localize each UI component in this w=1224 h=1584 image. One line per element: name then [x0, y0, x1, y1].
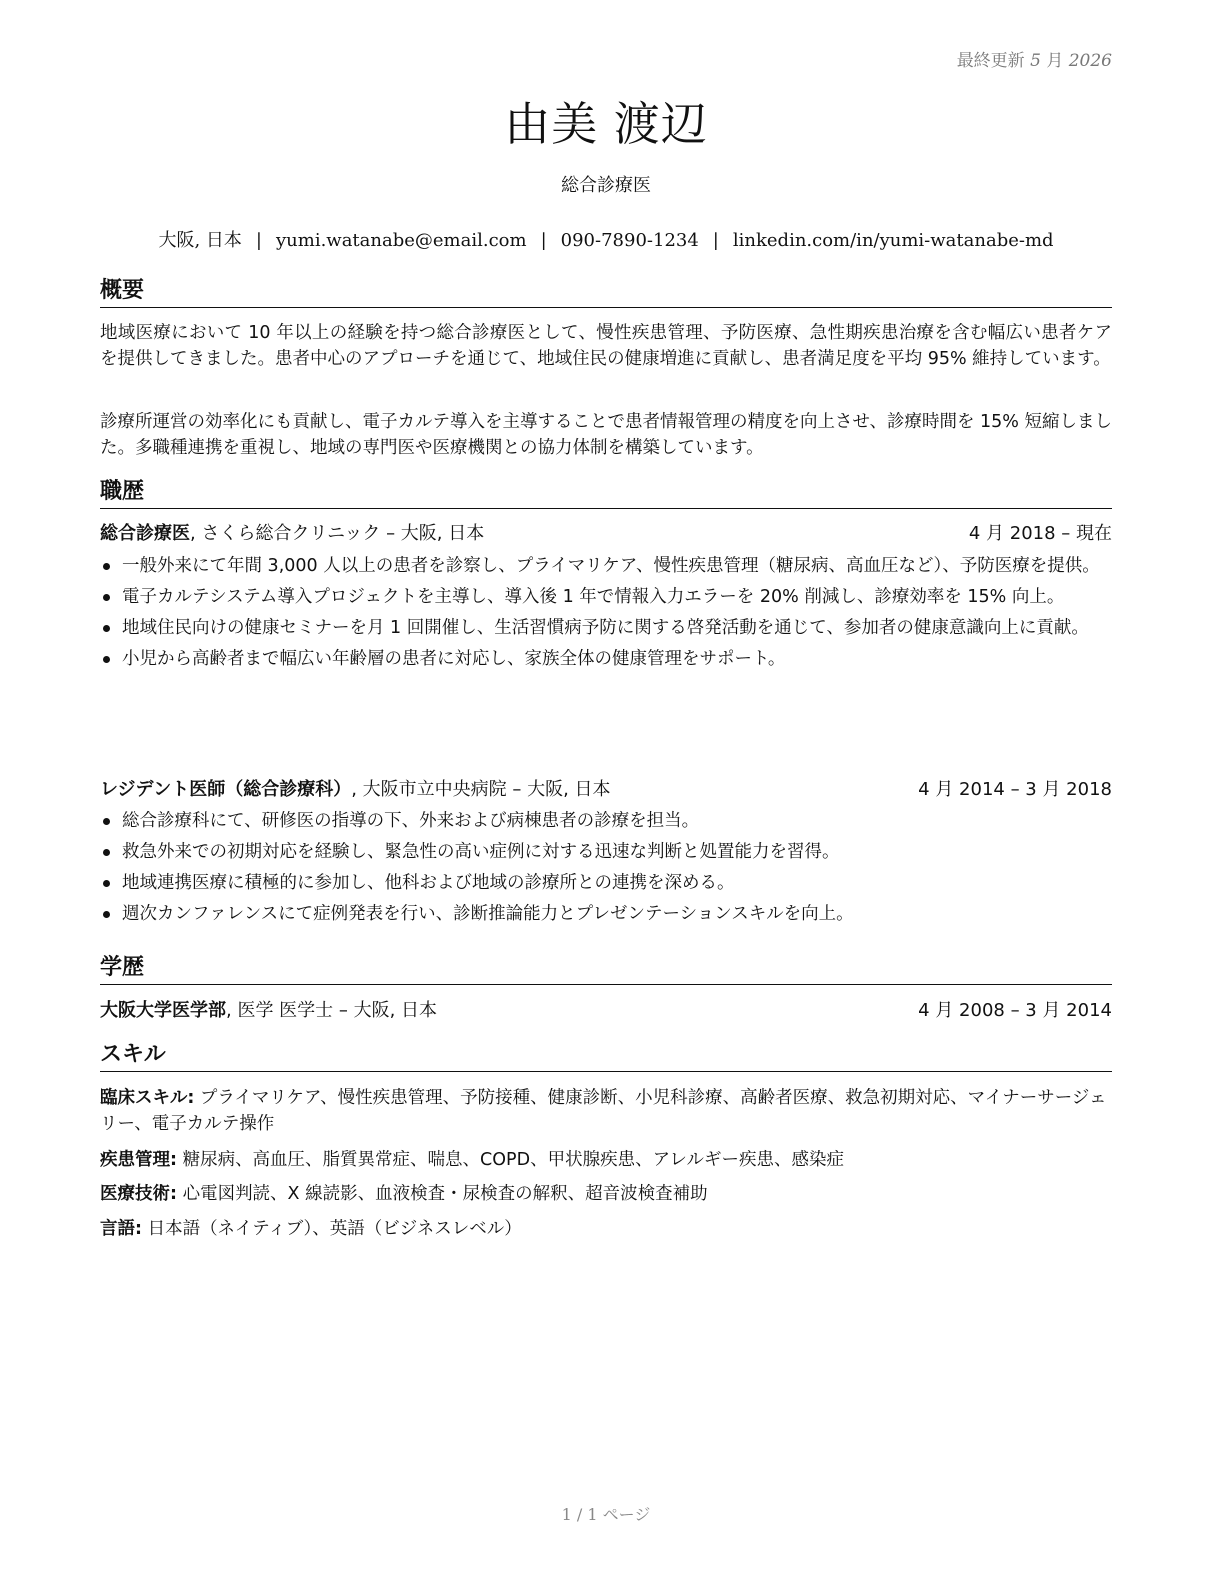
skill-value: 心電図判読、X 線読影、血液検査・尿検査の解釈、超音波検査補助	[177, 1184, 708, 1204]
last-updated-month: 5	[1030, 51, 1041, 71]
skill-value: 日本語（ネイティブ）、英語（ビジネスレベル）	[142, 1219, 522, 1239]
job-position: 総合診療医	[100, 523, 190, 544]
skill-line	[100, 1216, 1112, 1242]
skill-label: 医療技術:	[100, 1184, 177, 1204]
job-header	[100, 521, 1112, 547]
job-bullet-list	[100, 808, 1112, 932]
contact-line	[100, 226, 1112, 252]
skill-label: 疾患管理:	[100, 1150, 177, 1170]
contact-separator: |	[255, 230, 262, 251]
job-dates: 4 月 2018 – 現在	[968, 523, 1112, 544]
page-indicator: 1 / 1 ページ	[561, 1505, 651, 1524]
contact-linkedin-link[interactable]: linkedin.com/in/yumi-watanabe-md	[732, 230, 1054, 251]
job-bullet: 総合診療科にて、研修医の指導の下、外来および病棟患者の診療を担当。	[100, 808, 1112, 834]
last-updated-month-unit: 月	[1046, 51, 1064, 71]
education-school: 大阪大学医学部	[100, 1000, 226, 1021]
last-updated-label: 最終更新	[956, 51, 1025, 71]
section-title-summary: 概要	[100, 277, 1112, 308]
skill-value: 糖尿病、高血圧、脂質異常症、喘息、COPD、甲状腺疾患、アレルギー疾患、感染症	[177, 1150, 844, 1170]
section-title-education: 学歴	[100, 954, 1112, 985]
job-bullet: 週次カンファレンスにて症例発表を行い、診断推論能力とプレゼンテーションスキルを向上。	[100, 901, 1112, 927]
skill-label: 言語:	[100, 1219, 142, 1239]
resume-page	[100, 0, 1112, 1584]
contact-separator: |	[540, 230, 547, 251]
skill-value: プライマリケア、慢性疾患管理、予防接種、健康診断、小児科診療、高齢者医療、救急初期対応、マイナーサージェリー、電子カルテ操作	[100, 1088, 1107, 1134]
skill-line	[100, 1147, 1112, 1173]
job-bullet: 電子カルテシステム導入プロジェクトを主導し、導入後 1 年で情報入力エラーを 20% 削減し、診療効率を 15% 向上。	[100, 584, 1112, 610]
contact-email-link[interactable]: yumi.watanabe@email.com	[275, 230, 527, 251]
summary-paragraph-2: 診療所運営の効率化にも貢献し、電子カルテ導入を主導することで患者情報管理の精度を向上させ、診療時間を 15% 短縮しました。多職種連携を重視し、地域の専門医や医療機関との協力体制を構築しています。	[100, 412, 1112, 458]
education-dates: 4 月 2008 – 3 月 2014	[918, 1000, 1112, 1021]
skill-line	[100, 1085, 1112, 1137]
summary-paragraph-1: 地域医療において 10 年以上の経験を持つ総合診療医として、慢性疾患管理、予防医療、急性期疾患治療を含む幅広い患者ケアを提供してきました。患者中心のアプローチを通じて、地域住民の健康増進に貢献し、患者満足度を平均 95% 維持しています。	[100, 323, 1112, 369]
education-entry	[100, 998, 1112, 1024]
job-organization: , さくら総合クリニック – 大阪, 日本	[190, 523, 485, 544]
job-bullet: 一般外来にて年間 3,000 人以上の患者を診察し、プライマリケア、慢性疾患管理（糖尿病、高血圧など）、予防医療を提供。	[100, 553, 1112, 579]
person-name: 由美 渡辺	[504, 97, 708, 151]
job-position: レジデント医師（総合診療科）	[100, 779, 352, 800]
section-title-experience: 職歴	[100, 478, 1112, 509]
job-bullet: 地域住民向けの健康セミナーを月 1 回開催し、生活習慣病予防に関する啓発活動を通じて、参加者の健康意識向上に貢献。	[100, 615, 1112, 641]
section-title-skills: スキル	[100, 1041, 1112, 1072]
job-bullet-list	[100, 553, 1112, 677]
job-organization: , 大阪市立中央病院 – 大阪, 日本	[351, 779, 611, 800]
job-dates: 4 月 2014 – 3 月 2018	[918, 779, 1112, 800]
last-updated-year: 2026	[1068, 51, 1112, 71]
skill-line	[100, 1181, 1112, 1207]
skill-label: 臨床スキル:	[100, 1088, 195, 1108]
last-updated	[957, 46, 1112, 71]
contact-phone: 090-7890-1234	[560, 230, 699, 251]
education-detail: , 医学 医学士 – 大阪, 日本	[226, 1000, 438, 1021]
contact-location: 大阪, 日本	[158, 230, 242, 251]
contact-separator: |	[712, 230, 719, 251]
job-bullet: 地域連携医療に積極的に参加し、他科および地域の診療所との連携を深める。	[100, 870, 1112, 896]
job-header	[100, 777, 1112, 803]
job-bullet: 小児から高齢者まで幅広い年齢層の患者に対応し、家族全体の健康管理をサポート。	[100, 646, 1112, 672]
job-bullet: 救急外来での初期対応を経験し、緊急性の高い症例に対する迅速な判断と処置能力を習得。	[100, 839, 1112, 865]
job-role: 総合診療医	[561, 175, 651, 196]
